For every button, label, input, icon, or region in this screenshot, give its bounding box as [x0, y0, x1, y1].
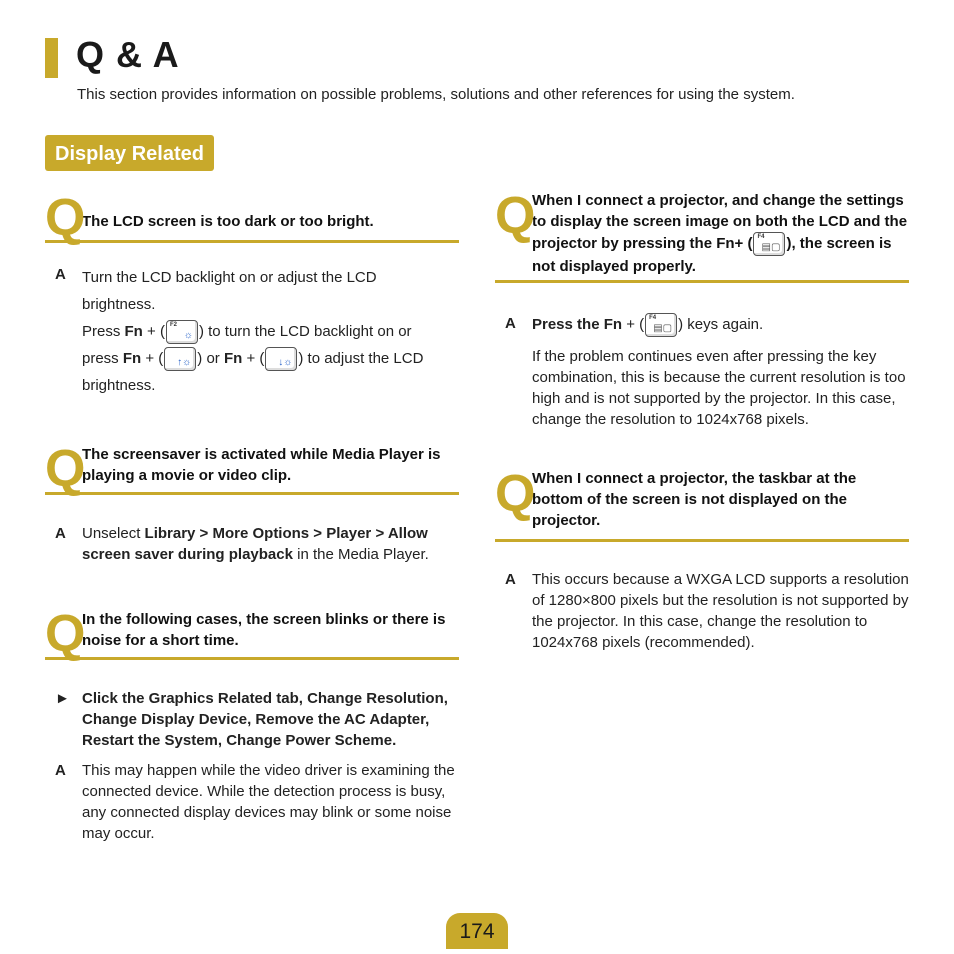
answer-text: Turn the LCD backlight on or adjust the LCD brightness.	[82, 269, 377, 313]
question-text: When I connect a projector, and change the settings to display the screen image on both the LCD and the projector by pressing the Fn+ ( F4 ▤▢ ), the screen is not displayed properly.	[532, 192, 908, 275]
question-text: When I connect a projector, the taskbar at the bottom of the screen is not displayed on the projector.	[532, 470, 857, 529]
a-marker: A	[55, 762, 66, 779]
f4-key-icon: F4 ▤▢	[645, 313, 677, 337]
answer-detail: If the problem continues even after pressing the key combination, this is because the current resolution is too high and is not supported by the projector. In this case, change the resolution to 1024x768 pixels.	[532, 348, 906, 428]
question-block	[45, 189, 459, 247]
q-marker: Q	[45, 440, 86, 498]
brightness-up-key-icon: ↑☼	[164, 347, 196, 371]
brightness-down-key-icon: ↓☼	[265, 347, 297, 371]
qa-screen-blinks	[45, 605, 459, 844]
question-block	[495, 187, 909, 283]
a-marker: A	[505, 571, 516, 588]
answer-block: A Press the Fn + ( F4 ▤▢ ) keys again.	[495, 313, 909, 337]
q-marker: Q	[45, 605, 86, 663]
answer-block: A Unselect Library > More Options > Player > Allow screen saver during playback in the Media Player.	[55, 525, 429, 563]
a-marker: A	[55, 266, 66, 283]
qa-screensaver	[45, 440, 459, 565]
question-block	[495, 465, 909, 542]
step-block	[45, 688, 459, 751]
step-text: Click the Graphics Related tab, Change Resolution, Change Display Device, Remove the AC Adapter, Restart the System, Change Power Scheme.	[82, 690, 448, 749]
answer-instructions: Press Fn + ( F2 ☼ ) to turn the LCD backlight on or	[82, 318, 459, 345]
intro-text: This section provides information on possible problems, solutions and other references for using the system.	[77, 86, 795, 103]
f2-key-icon: F2 ☼	[166, 320, 198, 344]
q-marker: Q	[45, 189, 86, 247]
section-heading-display-related: Display Related	[45, 135, 214, 171]
question-text: In the following cases, the screen blinks or there is noise for a short time.	[82, 611, 446, 649]
question-text: The LCD screen is too dark or too bright.	[82, 213, 374, 230]
question-block	[45, 440, 459, 498]
answer-text: This may happen while the video driver is examining the connected device. While the detection process is busy, any connected display devices may blink or some noise may occur.	[82, 762, 455, 842]
page-title: Q & A	[76, 34, 180, 75]
title-accent-bar	[45, 38, 58, 78]
question-text: The screensaver is activated while Media Player is playing a movie or video clip.	[82, 446, 441, 484]
q-marker: Q	[495, 465, 536, 523]
a-marker: A	[505, 315, 516, 332]
answer-text: This occurs because a WXGA LCD supports a resolution of 1280×800 pixels but the resolution is not supported by the projector. In this case, change the resolution to 1024x768 pixels (recommended).	[532, 571, 909, 651]
answer-block	[45, 760, 459, 844]
f4-key-icon: F4 ▤▢	[753, 232, 785, 256]
question-block	[45, 605, 459, 663]
qa-lcd-brightness	[45, 189, 459, 399]
answer-block	[495, 569, 909, 653]
q-marker: Q	[495, 187, 536, 245]
a-marker: A	[55, 525, 66, 542]
qa-projector-taskbar	[495, 465, 909, 653]
qa-projector-dual-display	[495, 187, 909, 430]
arrow-marker: ►	[55, 690, 70, 707]
answer-block: A Turn the LCD backlight on or adjust the LCD brightness. Press Fn + ( F2 ☼ ) to turn the LCD backlight on or press Fn + ( ↑☼ ) or Fn + ( ↓☼ ) to adjust the LCD brightness.	[45, 264, 459, 399]
page-number: 174	[446, 913, 508, 949]
